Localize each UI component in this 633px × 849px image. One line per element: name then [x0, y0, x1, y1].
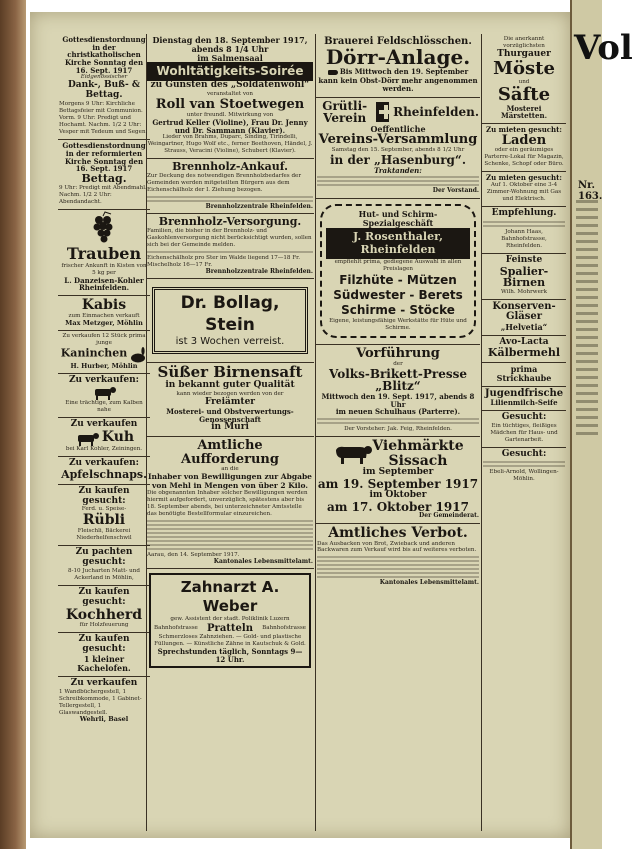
ad-apfelschnaps: Zu verkaufen: Apfelschnaps.	[58, 457, 150, 484]
ad-viehmaerkte-sissach: Viehmärkte Sissach im September am 19. September 1917 im Oktober am 17. Oktober 1917 Der Gemeinderat.	[316, 437, 480, 524]
ad-verkaufen-moebel: Zu verkaufen 1 Wandbüchergestell, 1 Schreibkommode, 1 Gabinet-Tellergestell, 1 Glaswandgestell. Wehrli, Basel	[59, 677, 142, 724]
ad-strickhaube: prima Strickhaube	[482, 363, 566, 387]
ad-wohnung-gesucht: Zu mieten gesucht: Auf 1. Oktober eine 3-4 Zimmer-Wohnung mit Gas und Elektrisch.	[482, 172, 566, 207]
next-page-edge	[570, 0, 633, 849]
ad-pachten: Zu pachten gesucht: 8-10 Jucharten Matt- und Ackerland in Möhlin,	[58, 546, 150, 586]
ad-gottesdienst-christkath: Gottesdienstordnung in der christkatholischen Kirche Sonntag den 16. Sept. 1917 Eidgenössischer Dank-, Buß- & Bettag. Morgens 9 Uhr: Kirchliche Bettagsfeier mit Communion. Vorm. 9 Uhr: Predigt und Hochamt. Nachm. 1/2 2 Uhr: Vesper mit Tedeum und Segen.	[58, 34, 150, 140]
ad-rosenthaler-hutgeschaeft: Hut- und Schirm-Spezialgeschäft J. Rosenthaler, Rheinfelden empfiehlt prima, gediegene Auswahl in allen Preislagen Filzhüte - Mützen Südwester - Berets Schirme - Stöcke Eigene, leistungsfähige Werkstätte für Hüte und Schirme.	[316, 199, 480, 345]
column-left	[58, 34, 150, 831]
ad-birnensaft: Süßer Birnensaft in bekannt guter Qualität kann wieder bezogen werden von der Freiämter Mosterei- und Obstverwertungs-Genossenschaft in Muri	[146, 363, 314, 437]
grapes-icon	[91, 212, 117, 246]
ad-brikett-presse: Vorführung der Volks-Brikett-Presse „Blitz“ Mittwoch den 19. Sept. 1917, abends 8 Uhr im neuen Schulhaus (Parterre). Der Vorsteher: Jak. Feig, Rheinfelden.	[316, 345, 480, 437]
ad-verkaufen-1: Zu verkaufen: Eine trächtige, zum Kalben nahe	[58, 374, 150, 418]
ad-kaninchen: Zu verkaufen 12 Stück prima junge Kaninchen H. Hurber, Möhlin	[58, 331, 150, 374]
rabbit-icon	[129, 347, 147, 363]
ad-ruebli: Zu kaufen gesucht: Ferd. u. Speise- Rübli Fleischli, Bäckerei Niederhelfenschwil	[58, 485, 150, 546]
cow-icon	[332, 442, 372, 466]
ad-empfehlung: Empfehlung. Johann Haas, Bahnhofstrasse, Rheinfelden.	[482, 207, 566, 254]
soiree-banner: Wohltätigkeits-Soirée	[147, 62, 313, 81]
ad-gesucht-2: Gesucht: Ebeli-Arnold, Wollingen-Möhlin.	[482, 448, 566, 487]
ad-gottesdienst-reformiert: Gottesdienstordnung in der reformierten Kirche Sonntag den 16. Sept. 1917 Bettag. 9 Uhr: Predigt mit Abendmahl. Nachm. 1/2 2 Uhr: Abendandacht.	[58, 140, 150, 210]
column-right	[482, 34, 566, 831]
ad-amtliche-aufforderung: Amtliche Aufforderung an die Inhaber von Bewilligungen zur Abgabe von Mehl in Mengen von über 2 Kilo. Die obgenannten Inhaber solcher Bewilligungen werden hiermit aufgefordert, unverzüglich, spätestens aber bis 18. September abends, bei unterzeichneter Amtsstelle das benötigte Bestellformular einzureichen. Aarau, den 14. September 1917. Kantonales Lebensmittelamt.	[146, 437, 314, 569]
cow-icon	[74, 432, 100, 446]
column-center-right	[316, 34, 480, 831]
next-page-masthead: Vol	[574, 28, 633, 68]
next-page-text-lines	[576, 200, 598, 440]
column-center-left	[146, 34, 314, 831]
next-page-issue: Nr. 163.	[578, 180, 603, 202]
pointing-hand-icon	[328, 70, 338, 75]
ad-zahnarzt-weber: Zahnarzt A. Weber gew. Assistent der stadt. Poliklinik Luzern Bahnhofstrasse Pratteln Bahnhofstrasse Schmerzloses Zahnziehen. — Gold- und plastische Füllungen. — Künstliche Zähne in Kautschuk & Gold. Sprechstunden täglich, Sonntags 9—12 Uhr.	[146, 569, 314, 673]
ad-brennholz-versorgung: Brennholz-Versorgung. Familien, die bisher in der Brennholz- und Gaskohlenversorgung nicht berücksichtigt wurden, sollen sich bei der Gemeinde melden. Eichenschälholz pro Ster im Walde liegend 17—18 Fr. Mischelholz 16—17 Fr. Brennholzzentrale Rheinfelden.	[146, 214, 314, 279]
cow-icon	[91, 386, 117, 400]
ad-kuh: Zu verkaufen Kuh bei Karl Kohler, Zeiningen.	[58, 418, 150, 457]
ad-trauben: Trauben frischer Ankunft in Kisten von 5 kg per L. Danzeisen-Kohler Rheinfelden.	[58, 210, 150, 296]
ad-brennholz-ankauf: Brennholz-Ankauf. Zur Deckung des notwendigen Brennholzbedarfes der Gemeinden werden mitgeteilten Bürgern aus dem Eichenschälholz der I. Ziehung bezogen. Brennholzzentrale Rheinfelden.	[146, 159, 314, 214]
ad-kachelofen: Zu kaufen gesucht: 1 kleiner Kachelofen.	[58, 633, 150, 676]
ad-dr-bollag: Dr. Bollag, Stein ist 3 Wochen verreist.	[146, 279, 314, 363]
ad-moeste-saefte: Die anerkannt vorzüglichsten Thurgauer Möste und Säfte Mosterei Märstetten.	[482, 34, 566, 124]
ad-amtliches-verbot: Amtliches Verbot. Das Ausbacken von Brot, Zwieback und anderen Backwaren zum Verkauf wird bis auf weiteres verboten. Kantonales Lebensmittelamt.	[317, 524, 479, 587]
ad-kochherd: Zu kaufen gesucht: Kochherd für Holzfeuerung	[58, 586, 150, 633]
ad-kabis: Kabis zum Einmachen verkauft Max Metzger, Möhlin	[58, 296, 150, 331]
ad-laden-gesucht: Zu mieten gesucht: Laden oder ein geräumiges Parterre-Lokal für Magazin, Schenke, Schopf oder Büro.	[482, 124, 566, 172]
ad-konserven-glaeser: Konserven-Gläser „Helvetia“	[482, 300, 566, 336]
ad-gruetli-verein: Grütli-Verein Rheinfelden. Oeffentliche Vereins-Versammlung Samstag den 15. September, abends 8 1/2 Uhr in der „Hasenburg“. Traktanden: Der Vorstand.	[316, 98, 480, 199]
swiss-cross-icon	[376, 102, 389, 122]
ad-kaelbermehl: Avo-Lacta Kälbermehl	[482, 336, 566, 363]
ad-wohltaetigkeits-soiree: Dienstag den 18. September 1917, abends 8 1/4 Uhr im Salmensaal Wohltätigkeits-Soirée zu Gunsten des „Soldatenwohl“ veranstaltet von Roll van Stoetwegen unter freundl. Mitwirkung von Gertrud Keller (Violine), Frau Dr. Jenny und Dr. Sammann (Klavier). Lieder von Brahms, Duparc, Sinding, Tirindelli, Weingartner, Hugo Wolf etc., ferner Beethoven, Händel, J. Strauss, Veracini (Violine), Schubert (Klavier).	[146, 34, 314, 159]
ad-doerr-anlage: Brauerei Feldschlösschen. Dörr-Anlage. Bis Mittwoch den 19. September kann kein Obst-Dörr mehr angenommen werden.	[316, 34, 480, 98]
ad-spalier-birnen: Feinste Spalier-Birnen Wilh. Mohrwerk	[482, 254, 566, 300]
ad-lilienmilch-seife: Jugendfrische Lilienmilch-Seife	[482, 387, 566, 411]
ad-gesucht-1: Gesucht: Ein tüchtiges, fleißiges Mädchen für Haus- und Gartenarbeit.	[482, 411, 566, 448]
book-binding	[0, 0, 26, 849]
